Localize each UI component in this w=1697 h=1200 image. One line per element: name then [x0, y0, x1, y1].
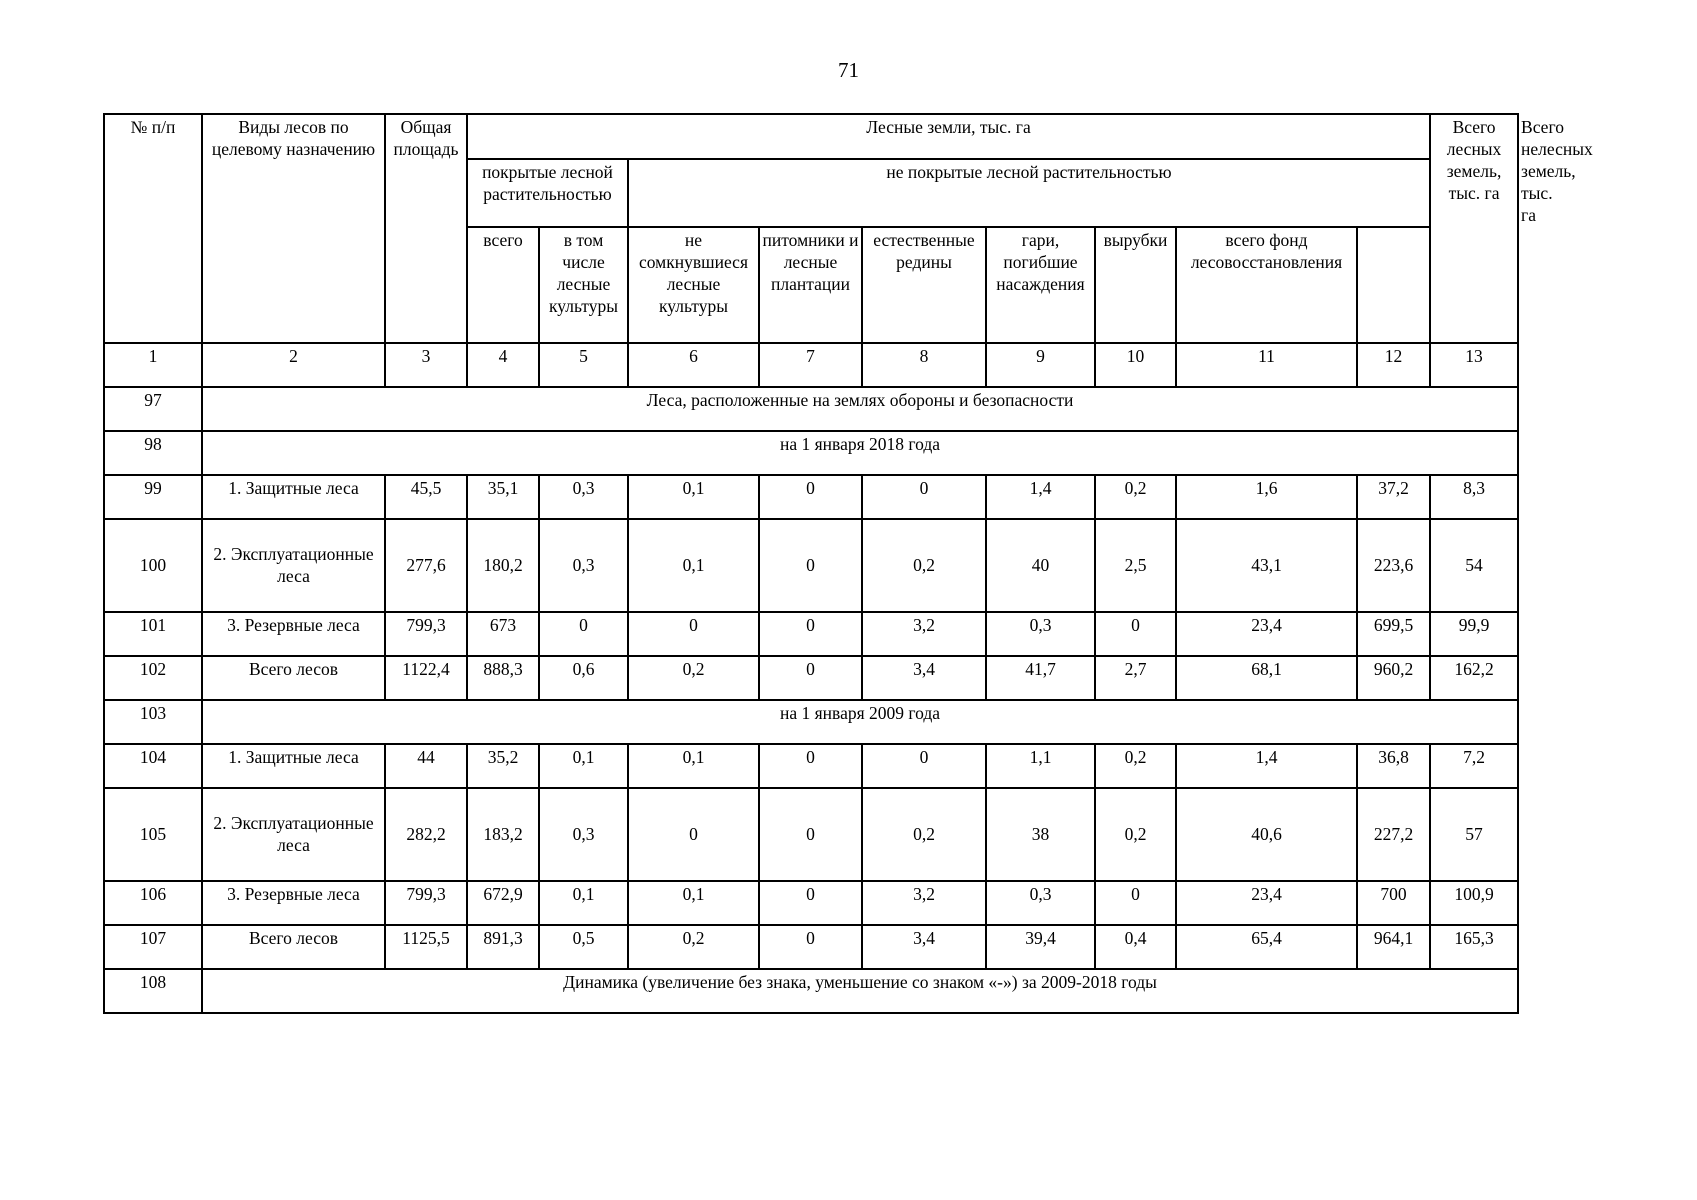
column-number: 12 [1357, 343, 1430, 387]
cell-all-nonforest: 57 [1430, 788, 1518, 881]
section-row [104, 431, 1518, 475]
table-row [104, 519, 1518, 612]
row-name: 2. Эксплуатационные леса [202, 519, 385, 612]
row-name: 3. Резервные леса [202, 881, 385, 925]
cell-all-forest: 960,2 [1357, 656, 1430, 700]
cell-covered-cultures: 0,1 [539, 881, 628, 925]
column-number: 9 [986, 343, 1095, 387]
section-title: Леса, расположенные на землях обороны и безопасности [202, 387, 1518, 431]
forest-lands-table [103, 113, 1593, 1014]
cell-natural-sparse: 0,2 [862, 519, 986, 612]
cell-covered-cultures: 0,3 [539, 788, 628, 881]
cell-burnt: 0,3 [986, 612, 1095, 656]
header-sub-burnt: гари, погибшие насаждения [986, 227, 1095, 343]
table-row [104, 881, 1518, 925]
table-row [104, 788, 1518, 881]
column-number: 6 [628, 343, 759, 387]
cell-clearcuts: 0,2 [1095, 788, 1176, 881]
cell-reforestation: 68,1 [1176, 656, 1357, 700]
cell-reforestation: 1,4 [1176, 744, 1357, 788]
header-sub-clearcuts: вырубки [1095, 227, 1176, 343]
cell-total-area: 1122,4 [385, 656, 467, 700]
header-forest-lands: Лесные земли, тыс. га [467, 114, 1430, 159]
row-name: 2. Эксплуатационные леса [202, 788, 385, 881]
cell-burnt: 39,4 [986, 925, 1095, 969]
cell-clearcuts: 0,4 [1095, 925, 1176, 969]
row-name: 3. Резервные леса [202, 612, 385, 656]
cell-nurseries: 0 [759, 656, 862, 700]
cell-all-nonforest: 100,9 [1430, 881, 1518, 925]
cell-clearcuts: 0,2 [1095, 475, 1176, 519]
cell-nurseries: 0 [759, 519, 862, 612]
row-num: 103 [104, 700, 202, 744]
cell-unclosed: 0,2 [628, 925, 759, 969]
cell-nurseries: 0 [759, 744, 862, 788]
cell-total-area: 1125,5 [385, 925, 467, 969]
cell-all-forest: 700 [1357, 881, 1430, 925]
cell-reforestation: 65,4 [1176, 925, 1357, 969]
table-row-total [104, 925, 1518, 969]
cell-all-nonforest: 165,3 [1430, 925, 1518, 969]
header-all-forest-lands: Всего лесных земель, тыс. га [1430, 114, 1518, 343]
cell-reforestation: 43,1 [1176, 519, 1357, 612]
cell-all-nonforest: 99,9 [1430, 612, 1518, 656]
cell-covered-total: 888,3 [467, 656, 539, 700]
column-number: 13 [1430, 343, 1518, 387]
header-total-area: Общая площадь [385, 114, 467, 343]
cell-reforestation: 40,6 [1176, 788, 1357, 881]
cell-covered-cultures: 0,1 [539, 744, 628, 788]
section-row [104, 700, 1518, 744]
cell-all-forest: 223,6 [1357, 519, 1430, 612]
cell-covered-cultures: 0,6 [539, 656, 628, 700]
header-row-1: № п/п Виды лесов по целевому назначению Общая площадь Лесные земли, тыс. га Всего лесных земель, тыс. га Всего нелесных земель, тыс. га [104, 114, 1518, 159]
table-row [104, 612, 1518, 656]
row-name: 1. Защитные леса [202, 475, 385, 519]
cell-total-area: 799,3 [385, 881, 467, 925]
section-row [104, 969, 1518, 1013]
section-title: на 1 января 2009 года [202, 700, 1518, 744]
cell-burnt: 1,1 [986, 744, 1095, 788]
cell-covered-cultures: 0,5 [539, 925, 628, 969]
cell-reforestation: 23,4 [1176, 612, 1357, 656]
row-num: 101 [104, 612, 202, 656]
cell-burnt: 41,7 [986, 656, 1095, 700]
cell-covered-total: 673 [467, 612, 539, 656]
row-name: 1. Защитные леса [202, 744, 385, 788]
cell-nurseries: 0 [759, 475, 862, 519]
column-number: 4 [467, 343, 539, 387]
column-number: 8 [862, 343, 986, 387]
cell-clearcuts: 2,5 [1095, 519, 1176, 612]
column-number: 2 [202, 343, 385, 387]
table-row [104, 744, 1518, 788]
cell-natural-sparse: 0 [862, 475, 986, 519]
cell-covered-total: 35,1 [467, 475, 539, 519]
cell-covered-cultures: 0,3 [539, 475, 628, 519]
cell-natural-sparse: 3,2 [862, 881, 986, 925]
cell-unclosed: 0 [628, 788, 759, 881]
cell-all-forest: 37,2 [1357, 475, 1430, 519]
cell-clearcuts: 2,7 [1095, 656, 1176, 700]
header-sub-unclosed-cultures: не сомкнувшиеся лесные культуры [628, 227, 759, 343]
cell-covered-cultures: 0,3 [539, 519, 628, 612]
header-sub-natural-sparse: естественные редины [862, 227, 986, 343]
cell-burnt: 1,4 [986, 475, 1095, 519]
cell-all-forest: 36,8 [1357, 744, 1430, 788]
cell-reforestation: 1,6 [1176, 475, 1357, 519]
cell-burnt: 40 [986, 519, 1095, 612]
cell-total-area: 277,6 [385, 519, 467, 612]
cell-unclosed: 0,1 [628, 475, 759, 519]
section-title: Динамика (увеличение без знака, уменьшение со знаком «-») за 2009-2018 годы [202, 969, 1518, 1013]
table-row-total [104, 656, 1518, 700]
cell-natural-sparse: 0 [862, 744, 986, 788]
cell-total-area: 45,5 [385, 475, 467, 519]
cell-unclosed: 0 [628, 612, 759, 656]
row-num: 105 [104, 788, 202, 881]
cell-covered-cultures: 0 [539, 612, 628, 656]
section-title: на 1 января 2018 года [202, 431, 1518, 475]
column-number: 10 [1095, 343, 1176, 387]
row-num: 97 [104, 387, 202, 431]
cell-total-area: 44 [385, 744, 467, 788]
cell-covered-total: 180,2 [467, 519, 539, 612]
row-num: 98 [104, 431, 202, 475]
cell-all-forest: 227,2 [1357, 788, 1430, 881]
header-forest-kind: Виды лесов по целевому назначению [202, 114, 385, 343]
cell-unclosed: 0,1 [628, 744, 759, 788]
cell-nurseries: 0 [759, 788, 862, 881]
cell-clearcuts: 0 [1095, 881, 1176, 925]
cell-covered-total: 183,2 [467, 788, 539, 881]
column-number: 11 [1176, 343, 1357, 387]
cell-total-area: 799,3 [385, 612, 467, 656]
header-not-covered: не покрытые лесной растительностью [628, 159, 1430, 227]
cell-natural-sparse: 3,4 [862, 925, 986, 969]
row-num: 104 [104, 744, 202, 788]
cell-burnt: 0,3 [986, 881, 1095, 925]
header-sub-nurseries: питомники и лесные плантации [759, 227, 862, 343]
row-name: Всего лесов [202, 656, 385, 700]
cell-all-nonforest: 54 [1430, 519, 1518, 612]
page-number: 71 [838, 58, 859, 82]
header-sub-incl-cultures: в том числе лесные культуры [539, 227, 628, 343]
header-sub-reforestation: всего фонд лесовосстановления [1176, 227, 1357, 343]
cell-total-area: 282,2 [385, 788, 467, 881]
row-name: Всего лесов [202, 925, 385, 969]
cell-clearcuts: 0,2 [1095, 744, 1176, 788]
column-number: 1 [104, 343, 202, 387]
row-num: 99 [104, 475, 202, 519]
row-num: 108 [104, 969, 202, 1013]
cell-unclosed: 0,1 [628, 519, 759, 612]
cell-all-nonforest: 162,2 [1430, 656, 1518, 700]
cell-covered-total: 35,2 [467, 744, 539, 788]
column-number-row [104, 343, 1518, 387]
cell-unclosed: 0,2 [628, 656, 759, 700]
cell-natural-sparse: 3,4 [862, 656, 986, 700]
table-row [104, 475, 1518, 519]
row-num: 107 [104, 925, 202, 969]
column-number: 5 [539, 343, 628, 387]
cell-all-nonforest: 8,3 [1430, 475, 1518, 519]
cell-reforestation: 23,4 [1176, 881, 1357, 925]
cell-nurseries: 0 [759, 612, 862, 656]
column-number: 3 [385, 343, 467, 387]
section-row [104, 387, 1518, 431]
header-covered: покрытые лесной растительностью [467, 159, 628, 227]
header-sub-total: всего [467, 227, 539, 343]
cell-unclosed: 0,1 [628, 881, 759, 925]
cell-covered-total: 672,9 [467, 881, 539, 925]
header-num: № п/п [104, 114, 202, 343]
cell-all-forest: 699,5 [1357, 612, 1430, 656]
cell-clearcuts: 0 [1095, 612, 1176, 656]
cell-covered-total: 891,3 [467, 925, 539, 969]
cell-natural-sparse: 0,2 [862, 788, 986, 881]
row-num: 102 [104, 656, 202, 700]
column-number: 7 [759, 343, 862, 387]
cell-all-forest: 964,1 [1357, 925, 1430, 969]
cell-nurseries: 0 [759, 925, 862, 969]
cell-nurseries: 0 [759, 881, 862, 925]
cell-natural-sparse: 3,2 [862, 612, 986, 656]
cell-burnt: 38 [986, 788, 1095, 881]
row-num: 100 [104, 519, 202, 612]
cell-all-nonforest: 7,2 [1430, 744, 1518, 788]
row-num: 106 [104, 881, 202, 925]
